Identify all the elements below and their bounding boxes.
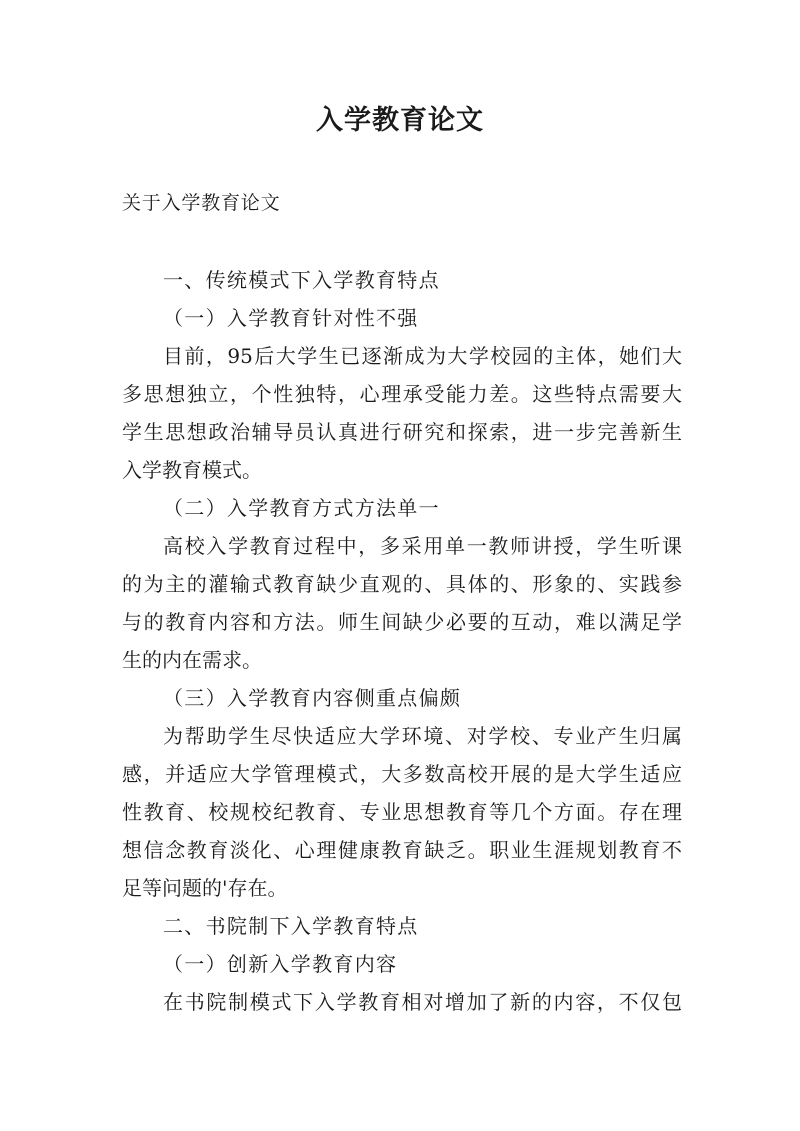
document-title: 入学教育论文 <box>316 105 484 136</box>
paragraph-line: 想信念教育淡化、心理健康教育缺乏。职业生涯规划教育不 <box>122 838 682 862</box>
paragraph-line: 与的教育内容和方法。师生间缺少必要的互动，难以满足学 <box>122 610 682 634</box>
document-subtitle: 关于入学教育论文 <box>122 192 281 214</box>
paragraph-line: 生的内在需求。 <box>122 648 262 672</box>
paragraph-line: 性教育、校规校纪教育、专业思想教育等几个方面。存在理 <box>122 800 682 824</box>
paragraph-line: 学生思想政治辅导员认真进行研究和探索，进一步完善新生 <box>122 420 682 444</box>
paragraph-line: 足等问题的'存在。 <box>122 876 288 900</box>
subsection-heading-1-1: （一）入学教育针对性不强 <box>163 306 419 330</box>
paragraph-line: 目前，95后大学生已逐渐成为大学校园的主体，她们大 <box>163 344 682 368</box>
subsection-heading-1-2: （二）入学教育方式方法单一 <box>163 496 440 520</box>
paragraph-line: 多思想独立，个性独特，心理承受能力差。这些特点需要大 <box>122 382 682 406</box>
paragraph-line: 的为主的灌输式教育缺少直观的、具体的、形象的、实践参 <box>122 572 682 596</box>
paragraph-line: 为帮助学生尽快适应大学环境、对学校、专业产生归属 <box>163 724 682 748</box>
subsection-heading-2-1: （一）创新入学教育内容 <box>163 952 398 976</box>
paragraph-line: 在书院制模式下入学教育相对增加了新的内容，不仅包 <box>163 990 682 1014</box>
paragraph-line: 入学教育模式。 <box>122 458 262 482</box>
subsection-heading-1-3: （三）入学教育内容侧重点偏颇 <box>163 686 462 710</box>
section-heading-1: 一、传统模式下入学教育特点 <box>163 268 440 292</box>
section-heading-2: 二、书院制下入学教育特点 <box>163 914 419 938</box>
paragraph-line: 高校入学教育过程中，多采用单一教师讲授，学生听课 <box>163 534 682 558</box>
paragraph-line: 感，并适应大学管理模式，大多数高校开展的是大学生适应 <box>122 762 682 786</box>
